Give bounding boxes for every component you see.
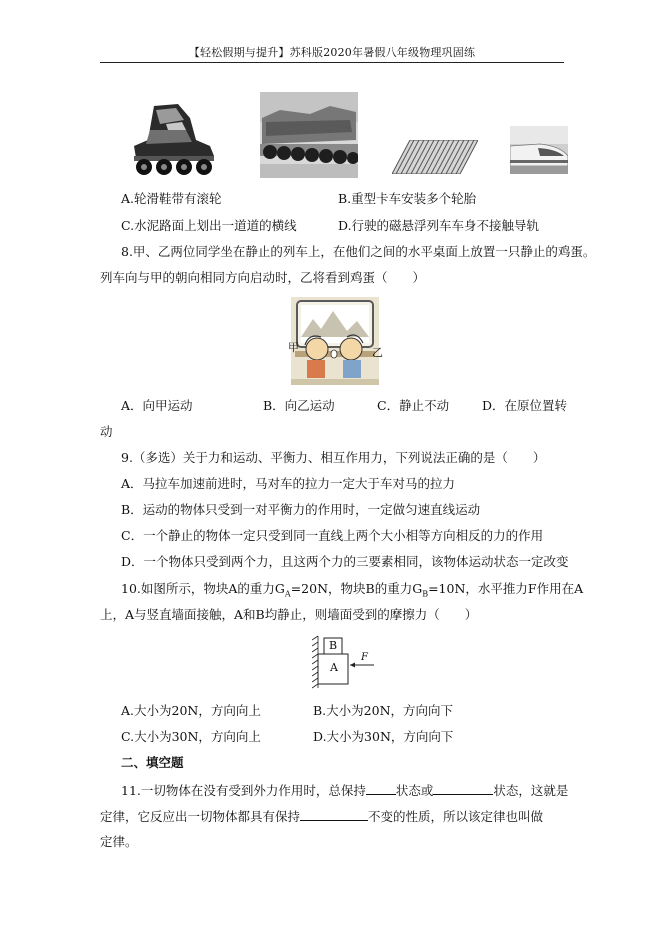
q7-option-b: B.重型卡车安装多个轮胎 bbox=[338, 191, 477, 206]
q11-line2-part2: 不变的性质，所以该定律也叫做 bbox=[368, 809, 544, 824]
q11-blank-3[interactable] bbox=[300, 808, 368, 821]
q10-option-c: C.大小为30N，方向向上 bbox=[121, 729, 261, 744]
q10-figure-label-a: A bbox=[330, 661, 338, 674]
q10-stem-part2: =20N，物块B的重力G bbox=[290, 581, 423, 596]
q10-stem-line2: 上，A与竖直墙面接触，A和B均静止，则墙面受到的摩擦力（ ） bbox=[100, 607, 478, 622]
q9-option-d: D．一个物体只受到两个力，且这两个力的三要素相同，该物体运动状态一定改变 bbox=[121, 554, 569, 569]
q10-stem-part3: =10N，水平推力F作用在A bbox=[428, 581, 584, 596]
q7-option-a: A.轮滑鞋带有滚轮 bbox=[121, 191, 222, 206]
page-header: 【轻松假期与提升】苏科版2020年暑假八年级物理巩固练 bbox=[188, 46, 476, 59]
q9-option-b: B．运动的物体只受到一对平衡力的作用时，一定做匀速直线运动 bbox=[121, 502, 481, 517]
q10-figure-label-f: F bbox=[361, 652, 368, 663]
q8-option-d-continued: 动 bbox=[100, 424, 113, 439]
roller-skate-image bbox=[126, 100, 218, 176]
q8-figure-label-jia: 甲 bbox=[288, 341, 299, 354]
q10-option-d: D.大小为30N，方向向下 bbox=[313, 729, 454, 744]
q11-line2 bbox=[100, 808, 543, 825]
q11-line1 bbox=[121, 782, 568, 799]
section-heading-fill-blank: 二、填空题 bbox=[121, 755, 184, 770]
q8-stem-line1: 8.甲、乙两位同学坐在静止的列车上，在他们之间的水平桌面上放置一只静止的鸡蛋。 bbox=[121, 244, 596, 259]
q8-stem-line2: 列车向与甲的朝向相同方向启动时，乙将看到鸡蛋（ ） bbox=[100, 270, 426, 285]
maglev-train-image bbox=[510, 126, 568, 174]
q10-option-a: A.大小为20N，方向向上 bbox=[121, 703, 261, 718]
q8-option-d: D．在原位置转 bbox=[482, 398, 568, 413]
q10-subscript-a: A bbox=[284, 589, 291, 599]
q10-stem-part1: 10.如图所示，物块A的重力G bbox=[121, 581, 285, 596]
q9-option-a: A．马拉车加速前进时，马对车的拉力一定大于车对马的拉力 bbox=[121, 476, 456, 491]
concrete-road-lines-image bbox=[392, 140, 478, 174]
heavy-truck-image bbox=[260, 92, 358, 178]
q8-option-a: A．向甲运动 bbox=[121, 398, 193, 413]
q11-part3: 状态，这就是 bbox=[493, 783, 569, 798]
q11-part1: 11.一切物体在没有受到外力作用时，总保持 bbox=[121, 783, 366, 798]
q10-option-b: B.大小为20N，方向向下 bbox=[313, 703, 454, 718]
q7-option-d: D.行驶的磁悬浮列车车身不接触导轨 bbox=[338, 218, 540, 233]
q8-option-b: B．向乙运动 bbox=[263, 398, 335, 413]
q9-stem: 9.（多选）关于力和运动、平衡力、相互作用力，下列说法正确的是（ ） bbox=[121, 450, 546, 465]
q7-option-c: C.水泥路面上划出一道道的横线 bbox=[121, 218, 297, 233]
q8-option-c: C．静止不动 bbox=[377, 398, 450, 413]
q11-part2: 状态或 bbox=[395, 783, 434, 798]
q11-blank-1[interactable] bbox=[366, 782, 396, 795]
q10-figure-label-b: B bbox=[329, 639, 338, 652]
q9-option-c: C．一个静止的物体一定只受到同一直线上两个大小相等方向相反的力的作用 bbox=[121, 528, 544, 543]
q8-figure-label-yi: 乙 bbox=[372, 346, 383, 359]
q11-blank-2[interactable] bbox=[433, 782, 493, 795]
q10-stem-line1 bbox=[121, 581, 583, 603]
header-rule bbox=[100, 62, 564, 63]
q10-subscript-b: B bbox=[422, 589, 429, 599]
q11-line2-part1: 定律，它反应出一切物体都具有保持 bbox=[100, 809, 301, 824]
train-cabin-illustration bbox=[291, 297, 379, 385]
q10-wall-blocks-figure bbox=[312, 632, 382, 690]
q11-line3: 定律。 bbox=[100, 834, 138, 849]
